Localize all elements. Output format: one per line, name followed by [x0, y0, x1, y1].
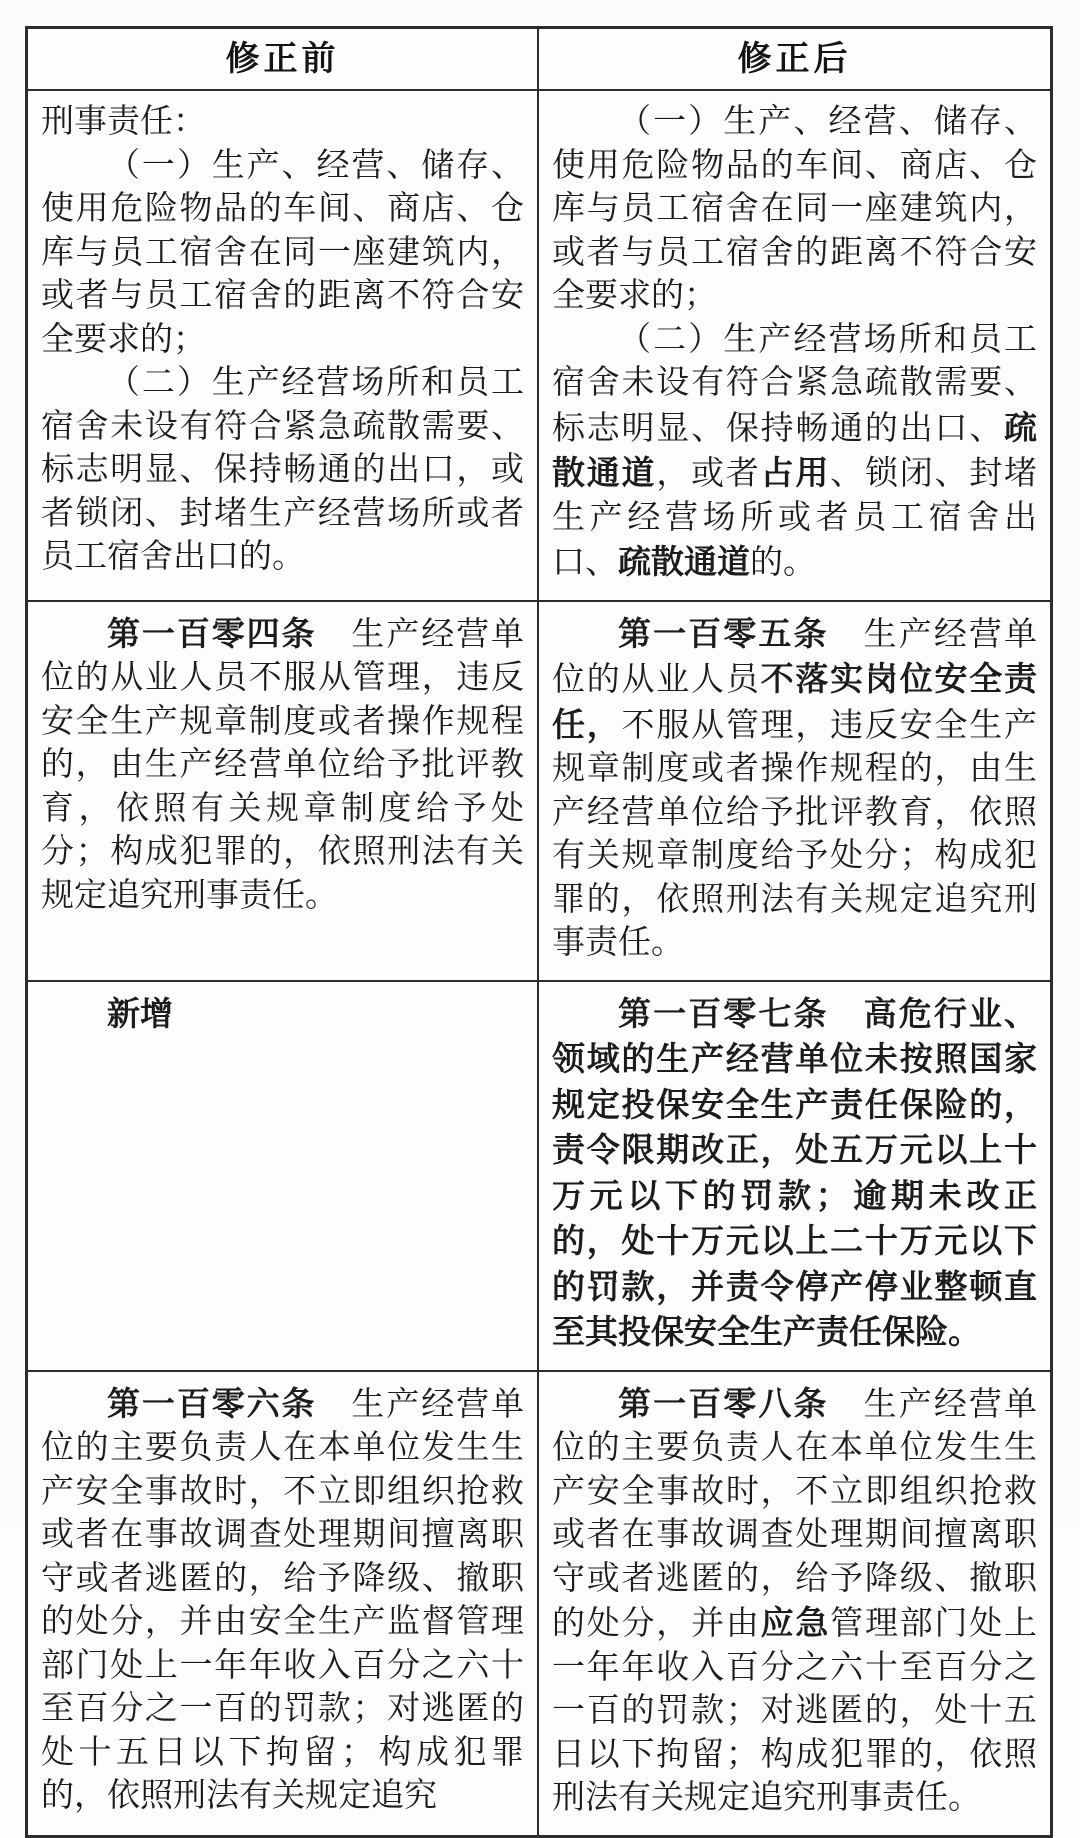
column-header-after: 修正后	[737, 40, 852, 78]
table-cell-before-row-4	[28, 1372, 539, 1835]
text-segment: 的。	[750, 545, 816, 581]
text-segment: 生产经营单位的主要负责人在本单位发生生产安全事故时，不立即组织抢救或者在事故调查处理期间擅离职守或者逃匿的，给予降级、撤职的处分，并由安全生产监督管理部门处上一年年收入百分之六十至百分之一百的罚款；对逃匿的处十五日以下拘留；构成犯罪的，依照刑法有关规定追究	[41, 1386, 525, 1814]
text-segment: 刑事责任：	[41, 104, 206, 140]
table-body	[28, 91, 1050, 1835]
paragraph	[41, 145, 524, 363]
amendment-comparison-table	[25, 26, 1053, 1838]
text-segment: （一）生产、经营、储存、使用危险物品的车间、商店、仓库与员工宿舍在同一座建筑内，或者与员工宿舍的距离不符合安全要求的；	[41, 147, 524, 358]
text-segment: （二）生产经营场所和员工宿舍未设有符合紧急疏散需要、标志明显、保持畅通的出口，或者锁闭、封堵生产经营场所或者员工宿舍出口的。	[41, 365, 524, 575]
text-segment: 生产经营单位的主要负责人在本单位发生生产安全事故时，不立即组织抢救或者在事故调查处理期间擅离职守或者逃匿的，给予降级、撤职的处分，并由	[552, 1386, 1038, 1642]
paragraph	[41, 1382, 524, 1819]
amended-text-segment: 第一百零六条	[107, 1384, 317, 1422]
paragraph	[552, 1382, 1037, 1821]
table-header-row	[28, 29, 1050, 91]
text-segment: ，或者	[656, 456, 761, 492]
amended-text-segment: 疏散通道	[552, 408, 1037, 491]
amended-text-segment: 第一百零八条	[618, 1384, 829, 1422]
table-cell-after-row-4	[539, 1372, 1050, 1835]
amended-text-segment: 疏散通道	[618, 543, 750, 580]
amended-text-segment: 应急	[760, 1604, 831, 1641]
amended-text-segment: 占用	[760, 454, 831, 491]
paragraph	[41, 992, 524, 1038]
amended-text-segment: 不落实岗位安全责任，	[552, 660, 1038, 743]
amended-text-segment: 高危行业、领域的生产经营单位未按照国家规定投保安全生产责任保险的，责令限期改正，处五万元以上十万元以下的罚款；逾期未改正的，处十万元以上二十万元以下的罚款，并责令停产停业整顿直至其投保安全生产责任保险。	[552, 994, 1038, 1350]
column-header-before: 修正前	[28, 29, 539, 89]
table-cell-after-row-1	[539, 91, 1050, 602]
text-segment: 生产经营单位的从业人员	[552, 616, 1038, 698]
text-segment: （二）生产经营场所和员工宿舍未设有符合紧急疏散需要、标志明显、保持畅通的出口、	[552, 321, 1037, 447]
paragraph	[552, 319, 1037, 586]
paragraph	[552, 612, 1037, 966]
amended-text-segment: 第一百零五条	[618, 614, 829, 652]
table-cell-before-row-3	[28, 982, 539, 1372]
amended-text-segment: 新增	[107, 994, 173, 1032]
text-segment: 不服从管理，违反安全生产规章制度或者操作规程的，由生产经营单位给予批评教育，依照有关规章制度给予处分；构成犯罪的，依照刑法有关规定追究刑事责任。	[552, 707, 1038, 961]
table-cell-before-row-1	[28, 91, 539, 602]
text-segment: （一）生产、经营、储存、使用危险物品的车间、商店、仓库与员工宿舍在同一座建筑内，或者与员工宿舍的距离不符合安全要求的；	[552, 104, 1037, 314]
amended-text-segment: 第一百零七条	[618, 994, 829, 1032]
paragraph	[41, 101, 524, 145]
table-cell-after-row-3	[539, 982, 1050, 1372]
paragraph	[552, 101, 1037, 319]
table-cell-before-row-2	[28, 602, 539, 982]
paragraph	[41, 362, 524, 580]
text-segment: 管理部门处上一年年收入百分之六十至百分之一百的罚款；对逃匿的，处十五日以下拘留；构成犯罪的，依照刑法有关规定追究刑事责任。	[552, 1606, 1038, 1816]
table-cell-after-row-2	[539, 602, 1050, 982]
paragraph	[552, 992, 1037, 1356]
text-segment: 、锁闭、封堵生产经营场所或者员工宿舍出口、	[552, 456, 1038, 581]
amended-text-segment: 第一百零四条	[107, 614, 317, 652]
text-segment: 生产经营单位的从业人员不服从管理，违反安全生产规章制度或者操作规程的，由生产经营单位给予批评教育，依照有关规章制度给予处分；构成犯罪的，依照刑法有关规定追究刑事责任。	[41, 616, 525, 914]
paragraph	[41, 612, 524, 919]
